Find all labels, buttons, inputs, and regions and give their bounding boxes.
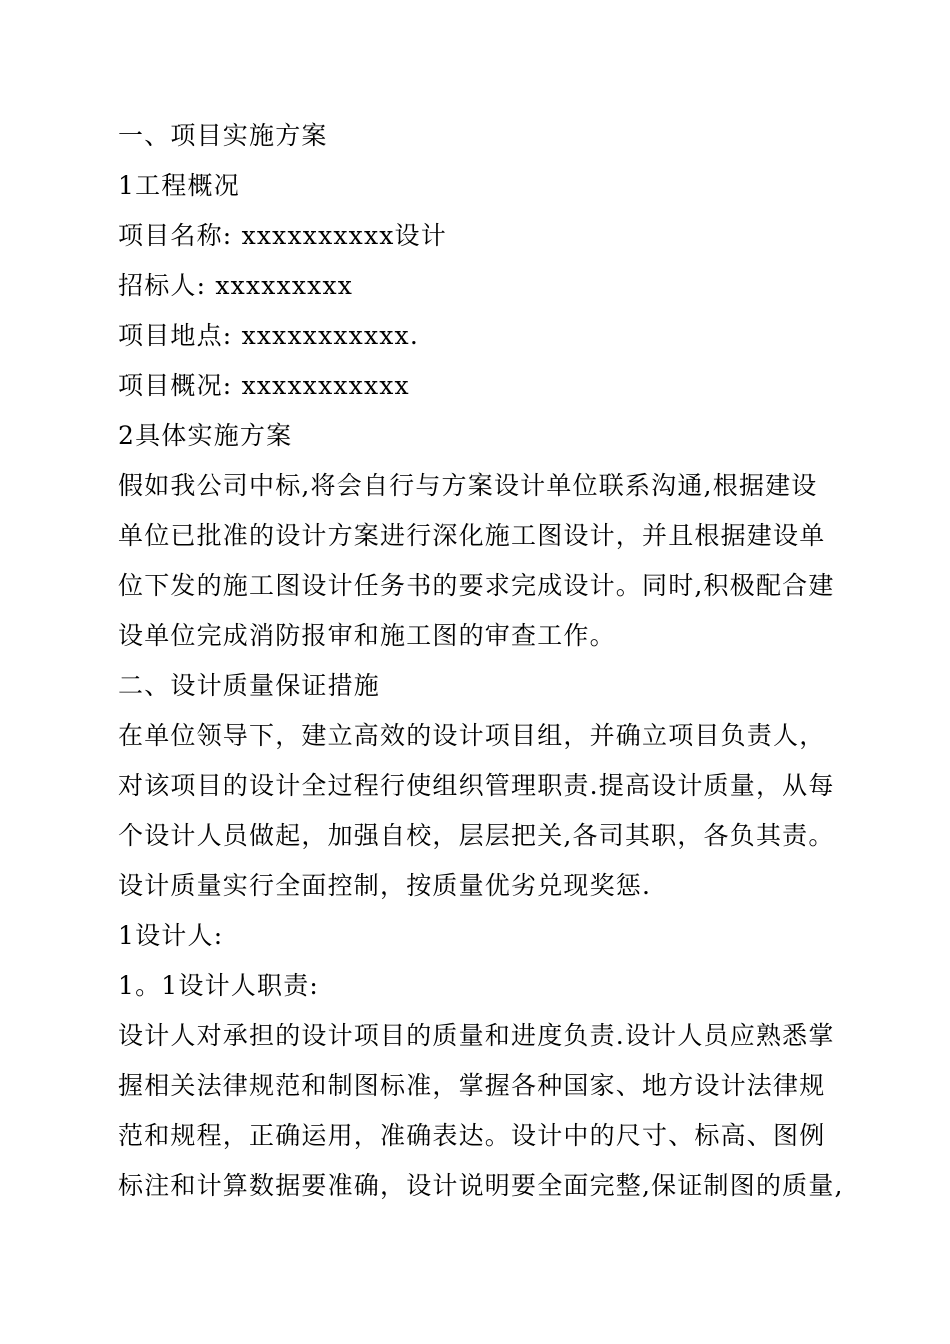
paragraph-line: 位下发的施工图设计任务书的要求完成设计。同时,积极配合建 [118, 571, 835, 600]
paragraph-line: 设计人对承担的设计项目的质量和进度负责.设计人员应熟悉掌 [118, 1021, 835, 1050]
section-heading-2: 二、设计质量保证措施 [118, 671, 381, 700]
paragraph-line: 个设计人员做起，加强自校，层层把关,各司其职，各负其责。 [118, 821, 835, 850]
subheading-project-overview: 1工程概况 [118, 171, 240, 200]
subheading-implementation-plan: 2具体实施方案 [118, 421, 293, 450]
field-tenderer: 招标人: xxxxxxxxx [118, 271, 354, 300]
paragraph-line: 设单位完成消防报审和施工图的审查工作。 [118, 621, 616, 650]
paragraph-line: 在单位领导下，建立高效的设计项目组，并确立项目负责人， [118, 721, 826, 750]
field-project-summary: 项目概况: xxxxxxxxxxx [118, 371, 410, 400]
subheading-designer: 1设计人: [118, 921, 224, 950]
paragraph-line: 对该项目的设计全过程行使组织管理职责.提高设计质量，从每 [118, 771, 835, 800]
paragraph-line: 握相关法律规范和制图标准，掌握各种国家、地方设计法律规 [118, 1071, 826, 1100]
subheading-designer-duties: 1。1设计人职责: [118, 971, 320, 1000]
field-project-location: 项目地点: xxxxxxxxxxx. [118, 321, 420, 350]
paragraph-line: 设计质量实行全面控制，按质量优劣兑现奖惩. [118, 871, 652, 900]
paragraph-line: 单位已批准的设计方案进行深化施工图设计，并且根据建设单 [118, 521, 826, 550]
paragraph-line: 范和规程，正确运用，准确表达。设计中的尺寸、标高、图例 [118, 1121, 826, 1150]
field-project-name: 项目名称: xxxxxxxxxx设计 [118, 221, 447, 250]
paragraph-line: 标注和计算数据要准确，设计说明要全面完整,保证制图的质量, [118, 1171, 844, 1200]
paragraph-line: 假如我公司中标,将会自行与方案设计单位联系沟通,根据建设 [118, 471, 818, 500]
section-heading-1: 一、项目实施方案 [118, 121, 328, 150]
